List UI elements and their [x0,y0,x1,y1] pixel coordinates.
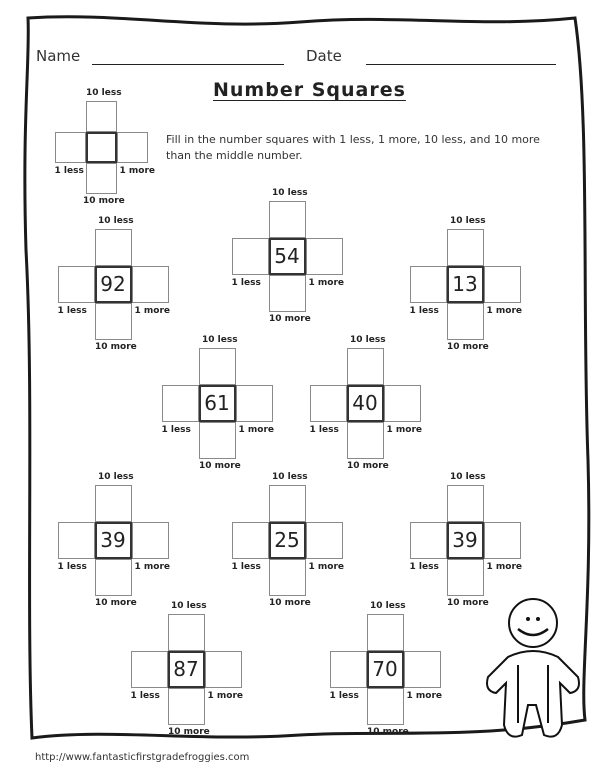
ten-more-label: 10 more [347,460,389,471]
one-less-label: 1 less [54,165,84,176]
instructions: Fill in the number squares with 1 less, 1 more, 10 less, and 10 more than the middle number. [166,133,540,162]
center-box [447,522,484,559]
ten-more-box[interactable] [269,275,306,312]
one-less-label: 1 less [329,690,359,701]
ten-less-label: 10 less [450,215,486,226]
ten-more-box[interactable] [95,559,132,596]
one-less-label: 1 less [161,424,191,435]
one-less-box[interactable] [131,651,168,688]
one-more-label: 1 more [134,305,170,316]
one-less-box[interactable] [58,522,95,559]
ten-more-label: 10 more [269,597,311,608]
ten-more-label: 10 more [199,460,241,471]
one-more-label: 1 more [119,165,155,176]
name-label: Name [36,47,81,65]
gingerbread-man-icon [478,595,588,745]
one-less-box[interactable] [310,385,347,422]
one-more-box[interactable] [306,522,343,559]
one-more-label: 1 more [134,561,170,572]
one-more-box[interactable] [132,522,169,559]
name-line[interactable] [92,64,284,65]
one-less-label: 1 less [57,305,87,316]
ten-more-box[interactable] [447,559,484,596]
one-more-box[interactable] [484,266,521,303]
ten-less-box[interactable] [95,485,132,522]
center-box [95,266,132,303]
center-box [86,132,117,163]
center-number: 40 [352,390,378,415]
one-more-label: 1 more [238,424,274,435]
ten-more-label: 10 more [95,597,137,608]
ten-more-box[interactable] [367,688,404,725]
one-less-box[interactable] [55,132,86,163]
center-box [447,266,484,303]
ten-more-box[interactable] [168,688,205,725]
ten-less-box[interactable] [269,201,306,238]
ten-less-box[interactable] [168,614,205,651]
center-box [269,522,306,559]
one-more-box[interactable] [205,651,242,688]
one-less-box[interactable] [162,385,199,422]
ten-less-box[interactable] [367,614,404,651]
ten-less-label: 10 less [98,215,134,226]
one-less-box[interactable] [232,238,269,275]
one-less-label: 1 less [409,305,439,316]
ten-less-box[interactable] [347,348,384,385]
one-less-label: 1 less [130,690,160,701]
center-number: 61 [204,390,230,415]
ten-more-box[interactable] [199,422,236,459]
center-number: 39 [452,527,478,552]
ten-more-box[interactable] [86,163,117,194]
ten-more-box[interactable] [347,422,384,459]
one-less-box[interactable] [330,651,367,688]
ten-less-box[interactable] [199,348,236,385]
ten-more-label: 10 more [168,726,210,737]
one-more-label: 1 more [207,690,243,701]
one-less-box[interactable] [410,266,447,303]
one-more-label: 1 more [486,305,522,316]
ten-less-box[interactable] [269,485,306,522]
page-title: Number Squares [213,79,406,101]
center-number: 25 [274,527,300,552]
one-less-label: 1 less [409,561,439,572]
center-box [199,385,236,422]
center-box [95,522,132,559]
center-box [168,651,205,688]
ten-more-box[interactable] [269,559,306,596]
center-box [367,651,404,688]
one-more-box[interactable] [117,132,148,163]
center-box [347,385,384,422]
ten-more-label: 10 more [83,195,125,206]
ten-less-label: 10 less [450,471,486,482]
center-number: 87 [173,656,199,681]
one-more-box[interactable] [384,385,421,422]
ten-more-label: 10 more [269,313,311,324]
one-less-label: 1 less [231,561,261,572]
ten-more-label: 10 more [447,341,489,352]
ten-more-box[interactable] [447,303,484,340]
one-less-box[interactable] [232,522,269,559]
one-more-label: 1 more [386,424,422,435]
one-more-box[interactable] [236,385,273,422]
center-number: 92 [100,271,126,296]
center-number: 54 [274,243,300,268]
ten-more-label: 10 more [367,726,409,737]
one-less-box[interactable] [58,266,95,303]
center-number: 39 [100,527,126,552]
one-more-box[interactable] [132,266,169,303]
ten-less-label: 10 less [350,334,386,345]
ten-less-box[interactable] [447,485,484,522]
date-label: Date [306,47,342,65]
ten-less-label: 10 less [98,471,134,482]
center-number: 70 [372,656,398,681]
ten-less-label: 10 less [272,471,308,482]
ten-less-label: 10 less [86,87,122,98]
ten-more-label: 10 more [95,341,137,352]
ten-less-label: 10 less [272,187,308,198]
one-more-box[interactable] [484,522,521,559]
ten-more-box[interactable] [95,303,132,340]
one-more-label: 1 more [486,561,522,572]
one-more-box[interactable] [404,651,441,688]
ten-less-box[interactable] [95,229,132,266]
one-less-label: 1 less [231,277,261,288]
one-less-box[interactable] [410,522,447,559]
ten-less-box[interactable] [86,101,117,132]
one-less-label: 1 less [309,424,339,435]
footer-url[interactable]: http://www.fantasticfirstgradefroggies.com [35,752,250,763]
one-less-label: 1 less [57,561,87,572]
center-box [269,238,306,275]
one-more-label: 1 more [308,561,344,572]
ten-less-box[interactable] [447,229,484,266]
ten-less-label: 10 less [171,600,207,611]
date-line[interactable] [366,64,556,65]
ten-less-label: 10 less [370,600,406,611]
one-more-box[interactable] [306,238,343,275]
one-more-label: 1 more [406,690,442,701]
one-more-label: 1 more [308,277,344,288]
ten-more-label: 10 more [447,597,489,608]
center-number: 13 [452,271,478,296]
ten-less-label: 10 less [202,334,238,345]
